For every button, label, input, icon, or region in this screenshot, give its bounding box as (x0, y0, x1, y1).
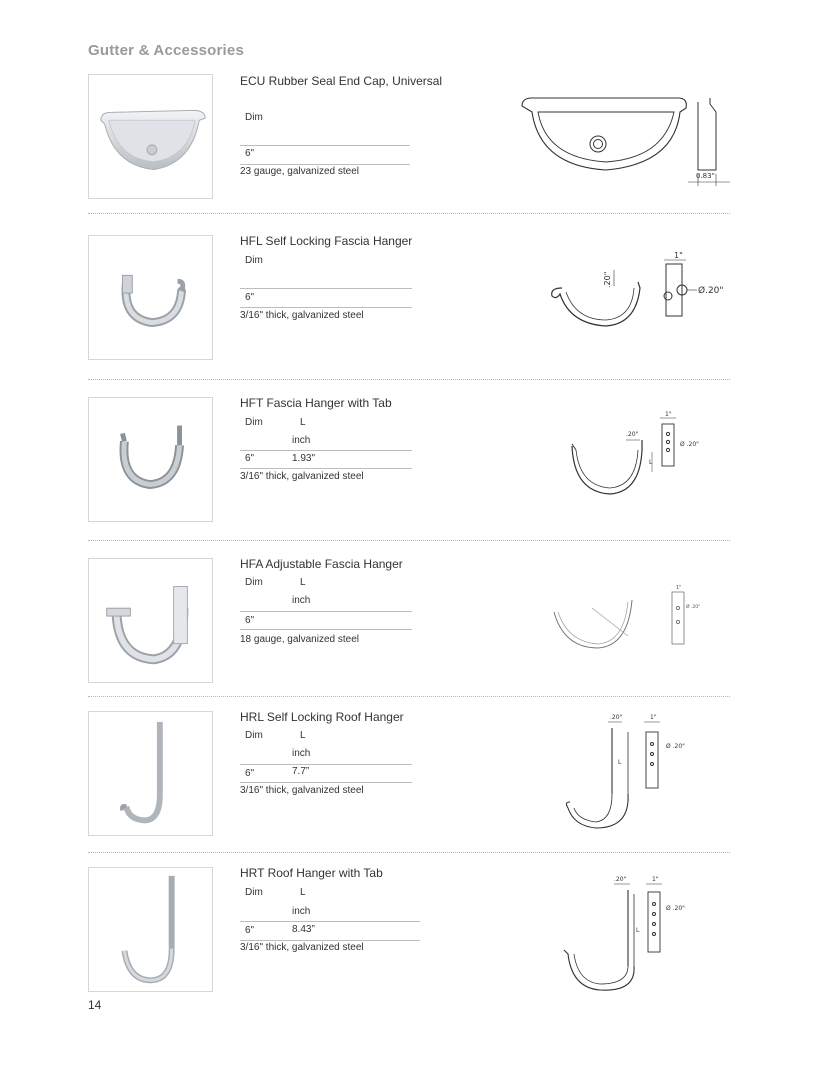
table-rule (240, 611, 412, 612)
technical-drawing-roof-hanger (556, 708, 696, 834)
table-rule (240, 164, 410, 165)
product-photo-fascia-hanger (88, 235, 213, 360)
table-header-dim: Dim (245, 417, 263, 428)
product-photo-roof-hanger (88, 711, 213, 836)
section-divider (88, 852, 730, 853)
technical-drawing-fascia-hanger-tab (560, 406, 710, 498)
table-rule (240, 288, 412, 289)
product-name: HRT Roof Hanger with Tab (240, 866, 383, 880)
table-unit: inch (292, 595, 311, 606)
page-number: 14 (88, 998, 102, 1012)
table-header-dim: Dim (245, 577, 263, 588)
product-name: HFL Self Locking Fascia Hanger (240, 234, 413, 248)
product-name: ECU Rubber Seal End Cap, Universal (240, 74, 443, 88)
product-photo-roof-hanger-tab (88, 867, 213, 992)
product-name: HFT Fascia Hanger with Tab (240, 396, 392, 410)
table-rule (240, 450, 412, 451)
product-photo-fascia-hanger-tab (88, 397, 213, 522)
table-rule (240, 940, 420, 941)
table-header-l: L (300, 887, 306, 898)
table-rule (240, 145, 410, 146)
table-header-dim: Dim (245, 730, 263, 741)
table-rule (240, 921, 420, 922)
dimension-label: .20" (610, 714, 623, 721)
table-header-l: L (300, 417, 306, 428)
section-divider (88, 379, 730, 380)
product-name: HRL Self Locking Roof Hanger (240, 710, 404, 724)
table-cell-dim: 6" (245, 148, 255, 159)
table-cell-l: 8.43” (292, 924, 315, 935)
material-spec: 3/16" thick, galvanized steel (240, 942, 364, 953)
material-spec: 3/16" thick, galvanized steel (240, 471, 364, 482)
table-cell-dim: 6" (245, 925, 255, 936)
technical-drawing-fascia-hanger (540, 248, 730, 328)
page-title: Gutter & Accessories (88, 42, 245, 59)
table-header-l: L (300, 577, 306, 588)
dimension-label: 1" (652, 876, 659, 883)
section-divider (88, 213, 730, 214)
table-header-dim: Dim (245, 112, 263, 123)
table-cell-dim: 6" (245, 453, 255, 464)
table-rule (240, 468, 412, 469)
technical-drawing-roof-hanger-tab (556, 870, 696, 996)
dimension-label: Ø .20" (686, 605, 701, 610)
dimension-label: Ø .20" (666, 743, 685, 750)
material-spec: 3/16" thick, galvanized steel (240, 785, 364, 796)
section-divider (88, 540, 730, 541)
dimension-label: Ø.20" (698, 286, 724, 296)
table-unit: inch (292, 906, 311, 917)
table-cell-dim: 6" (245, 768, 255, 779)
dimension-label: Ø .20" (680, 441, 699, 448)
table-unit: inch (292, 435, 311, 446)
dimension-label: 1" (665, 411, 672, 418)
table-rule (240, 307, 412, 308)
table-header-dim: Dim (245, 255, 263, 266)
dimension-label: L (636, 927, 640, 934)
table-cell-l: 7.7” (292, 766, 310, 777)
table-header-l: L (300, 730, 306, 741)
dimension-label: .20" (626, 431, 639, 438)
table-cell-dim: 6" (245, 292, 255, 303)
material-spec: 18 gauge, galvanized steel (240, 634, 359, 645)
material-spec: 23 gauge, galvanized steel (240, 166, 359, 177)
material-spec: 3/16" thick, galvanized steel (240, 310, 364, 321)
section-divider (88, 696, 730, 697)
dimension-label: L (649, 459, 653, 466)
technical-drawing-adjustable-hanger (548, 582, 701, 652)
dimension-label: L (618, 759, 622, 766)
product-name: HFA Adjustable Fascia Hanger (240, 557, 403, 571)
table-header-dim: Dim (245, 887, 263, 898)
table-rule (240, 629, 412, 630)
dimension-label: 1" (650, 714, 657, 721)
dimension-label: .20" (614, 876, 627, 883)
dimension-label: 1" (676, 585, 682, 591)
product-photo-adjustable-hanger (88, 558, 213, 683)
table-cell-dim: 6" (245, 615, 255, 626)
dimension-label: .20" (603, 271, 612, 288)
table-cell-l: 1.93" (292, 453, 316, 464)
technical-drawing-end-cap (518, 94, 738, 194)
dimension-label: 1" (674, 251, 683, 260)
product-photo-end-cap (88, 74, 213, 199)
dimension-label: Ø .20" (666, 905, 685, 912)
table-rule (240, 764, 412, 765)
dimension-label: 0.83" (696, 172, 715, 180)
table-unit: inch (292, 748, 311, 759)
table-rule (240, 782, 412, 783)
